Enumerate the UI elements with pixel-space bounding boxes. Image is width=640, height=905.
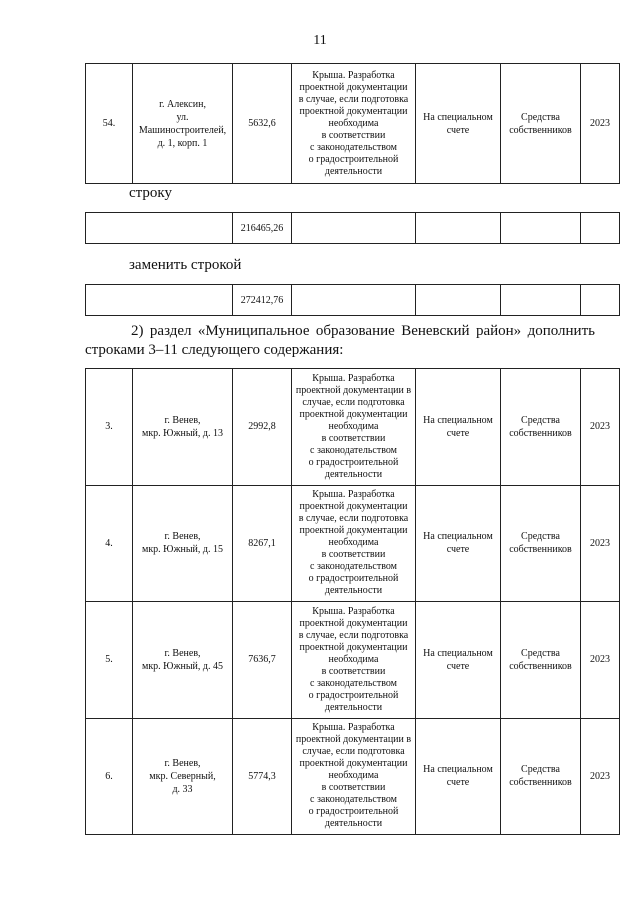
total-old-cell: 216465,26 [233, 213, 292, 244]
empty-cell [86, 213, 233, 244]
work-description-cell: Крыша. Разработка проектной документации в случае, если подготовка проектной документации необходима в соответствии с законодательством о градостроительной деятельности [292, 718, 416, 835]
empty-cell [86, 285, 233, 316]
account-cell: На специальном счете [416, 369, 501, 486]
table-total-old [85, 212, 620, 244]
area-cell: 7636,7 [233, 602, 292, 719]
address-cell: г. Венев, мкр. Южный, д. 13 [133, 369, 233, 486]
account-cell: На специальном счете [416, 485, 501, 602]
table-row [86, 285, 620, 316]
empty-cell [292, 285, 416, 316]
funding-source-cell: Средства собственников [501, 369, 581, 486]
empty-cell [416, 213, 501, 244]
funding-source-cell: Средства собственников [501, 718, 581, 835]
table-row [86, 718, 620, 835]
row-number: 6. [86, 718, 133, 835]
year-cell: 2023 [581, 718, 620, 835]
area-cell: 2992,8 [233, 369, 292, 486]
work-description-cell: Крыша. Разработка проектной документации в случае, если подготовка проектной документации необходима в соответствии с законодательством о градостроительной деятельности [292, 485, 416, 602]
area-cell: 8267,1 [233, 485, 292, 602]
area-cell: 5774,3 [233, 718, 292, 835]
note-replace-text: заменить строкой [129, 257, 242, 273]
address-cell: г. Алексин, ул. Машиностроителей, д. 1, корп. 1 [133, 64, 233, 184]
table-row [86, 485, 620, 602]
page-number: 11 [313, 33, 327, 48]
row-number: 5. [86, 602, 133, 719]
funding-source-cell: Средства собственников [501, 64, 581, 184]
table-row [86, 369, 620, 486]
empty-cell [292, 213, 416, 244]
amendment-paragraph [85, 322, 595, 360]
table-top-row [85, 63, 620, 184]
work-description-cell: Крыша. Разработка проектной документации в случае, если подготовка проектной документации необходима в соответствии с законодательством о градостроительной деятельности [292, 64, 416, 184]
row-number: 54. [86, 64, 133, 184]
table-row [86, 213, 620, 244]
paragraph-line-2: строками 3–11 следующего содержания: [85, 342, 344, 358]
empty-cell [501, 213, 581, 244]
note-row-text: строку [129, 185, 172, 201]
empty-cell [581, 285, 620, 316]
funding-source-cell: Средства собственников [501, 485, 581, 602]
table-row [86, 602, 620, 719]
year-cell: 2023 [581, 64, 620, 184]
empty-cell [501, 285, 581, 316]
address-cell: г. Венев, мкр. Южный, д. 15 [133, 485, 233, 602]
account-cell: На специальном счете [416, 64, 501, 184]
funding-source-cell: Средства собственников [501, 602, 581, 719]
area-cell: 5632,6 [233, 64, 292, 184]
table-total-new [85, 284, 620, 316]
table-new-rows [85, 368, 620, 835]
account-cell: На специальном счете [416, 602, 501, 719]
account-cell: На специальном счете [416, 718, 501, 835]
work-description-cell: Крыша. Разработка проектной документации в случае, если подготовка проектной документации необходима в соответствии с законодательством о градостроительной деятельности [292, 369, 416, 486]
year-cell: 2023 [581, 485, 620, 602]
row-number: 4. [86, 485, 133, 602]
address-cell: г. Венев, мкр. Южный, д. 45 [133, 602, 233, 719]
year-cell: 2023 [581, 602, 620, 719]
work-description-cell: Крыша. Разработка проектной документации в случае, если подготовка проектной документации необходима в соответствии с законодательством о градостроительной деятельности [292, 602, 416, 719]
paragraph-line-1: 2) раздел «Муниципальное образование Веневский район» дополнить [131, 323, 595, 339]
row-number: 3. [86, 369, 133, 486]
total-new-cell: 272412,76 [233, 285, 292, 316]
empty-cell [416, 285, 501, 316]
table-row [86, 64, 620, 184]
year-cell: 2023 [581, 369, 620, 486]
address-cell: г. Венев, мкр. Северный, д. 33 [133, 718, 233, 835]
empty-cell [581, 213, 620, 244]
